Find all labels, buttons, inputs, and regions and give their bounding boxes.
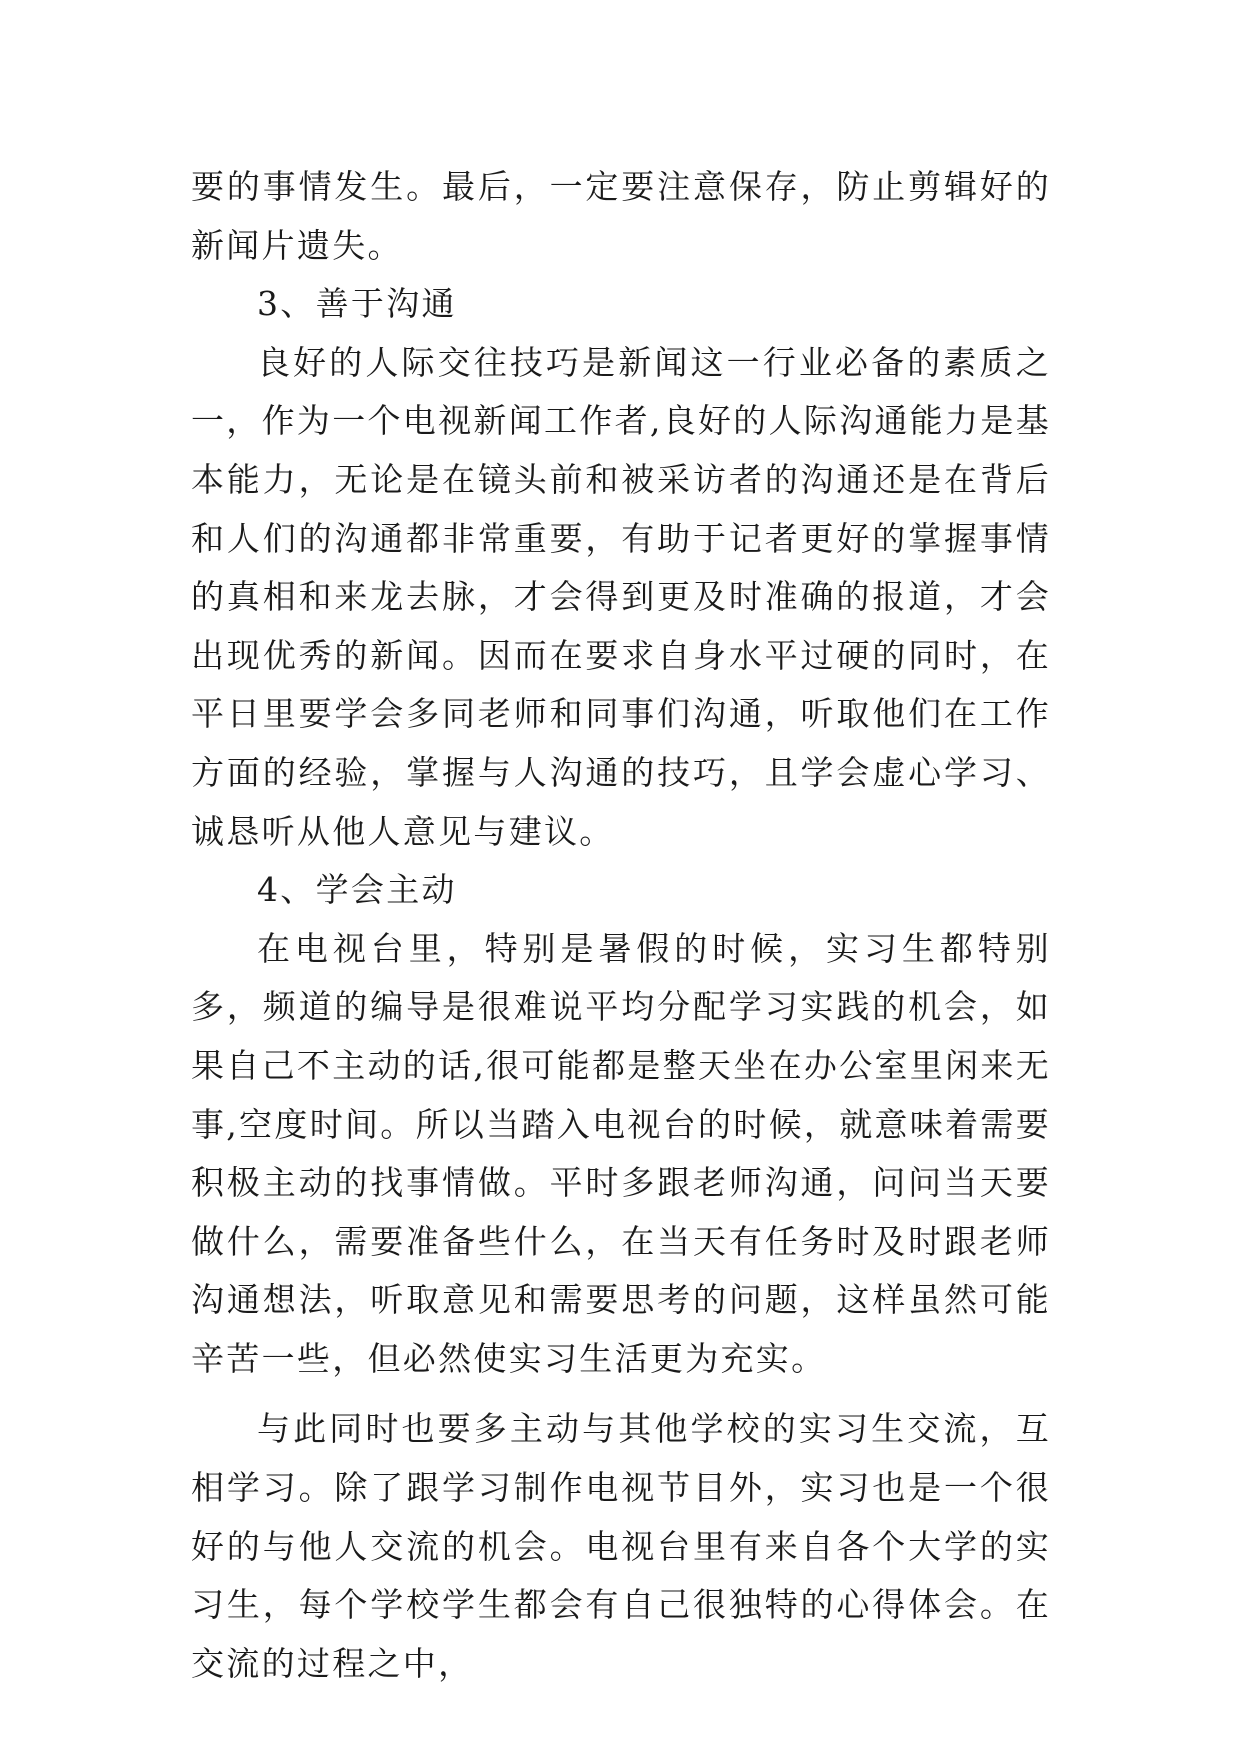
paragraph-initiative: 在电视台里，特别是暑假的时候，实习生都特别多，频道的编导是很难说平均分配学习实践的机会，如果自己不主动的话,很可能都是整天坐在办公室里闲来无事,空度时间。所以当踏入电视台的时候，就意味着需要积极主动的找事情做。平时多跟老师沟通，问问当天要做什么，需要准备些什么，在当天有任务时及时跟老师沟通想法，听取意见和需要思考的问题，这样虽然可能辛苦一些，但必然使实习生活更为充实。 xyxy=(191,928,1051,1378)
section-heading-3: 3、善于沟通 xyxy=(257,284,457,324)
paragraph-communication: 良好的人际交往技巧是新闻这一行业必备的素质之一，作为一个电视新闻工作者,良好的人际沟通能力是基本能力，无论是在镜头前和被采访者的沟通还是在背后和人们的沟通都非常重要，有助于记者更好的掌握事情的真相和来龙去脉，才会得到更及时准确的报道，才会出现优秀的新闻。因而在要求自身水平过硬的同时，在平日里要学会多同老师和同事们沟通，听取他们在工作方面的经验，掌握与人沟通的技巧，且学会虚心学习、诚恳听从他人意见与建议。 xyxy=(191,342,1051,851)
paragraph-continued: 要的事情发生。最后，一定要注意保存，防止剪辑好的新闻片遗失。 xyxy=(191,167,1051,265)
paragraph-gap xyxy=(191,1388,1051,1400)
document-body xyxy=(191,158,1051,1693)
paragraph-exchange: 与此同时也要多主动与其他学校的实习生交流，互相学习。除了跟学习制作电视节目外，实习也是一个很好的与他人交流的机会。电视台里有来自各个大学的实习生，每个学校学生都会有自己很独特的心得体会。在交流的过程之中， xyxy=(191,1409,1051,1683)
section-heading-4: 4、学会主动 xyxy=(257,870,457,910)
